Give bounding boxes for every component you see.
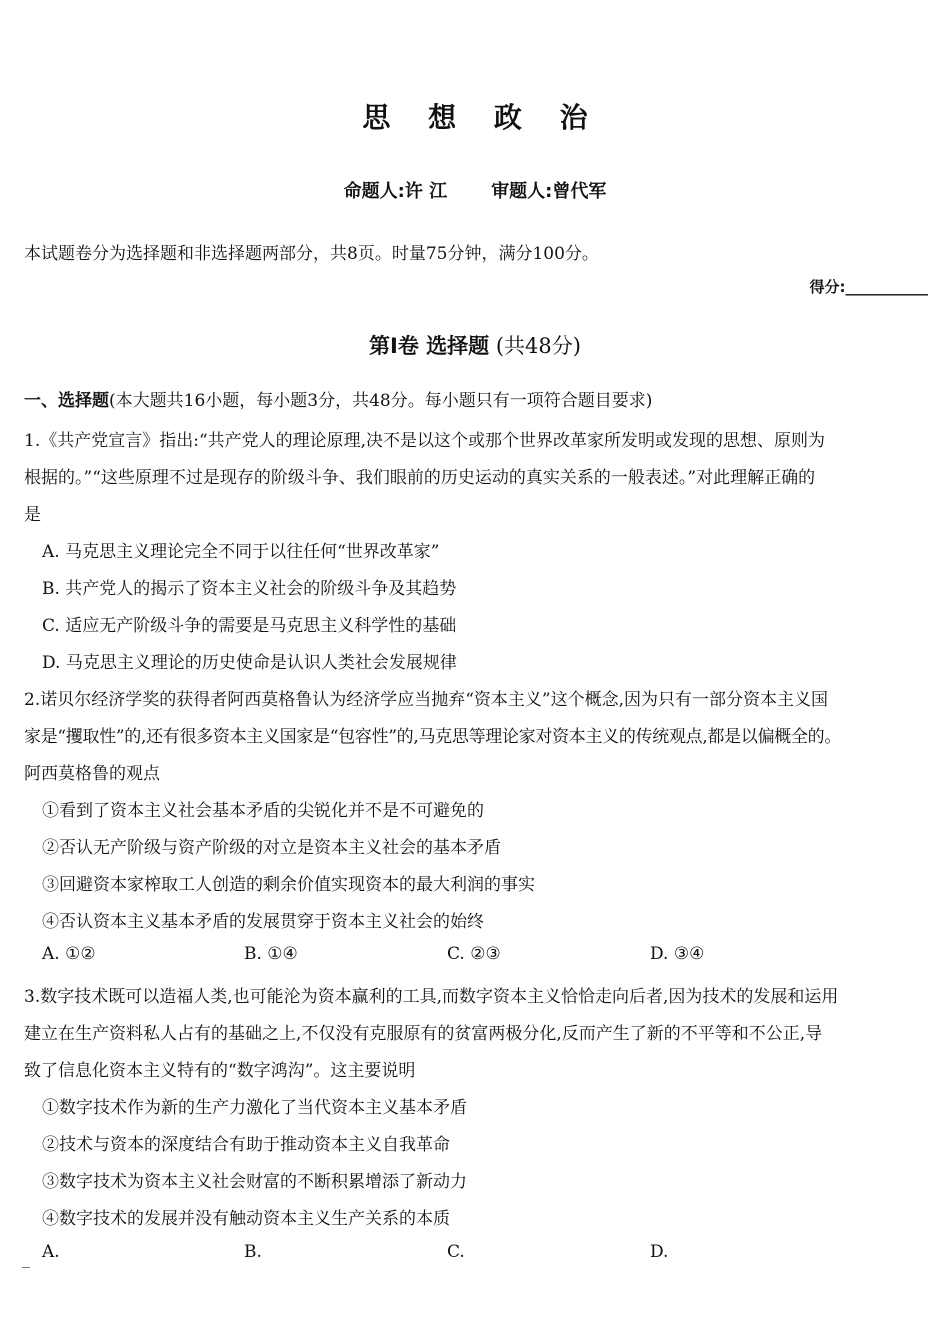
question-2-item-3: ③回避资本家榨取工人创造的剩余价值实现资本的最大利润的事实 <box>42 875 535 895</box>
question-3-item-2: ②技术与资本的深度结合有助于推动资本主义自我革命 <box>42 1135 450 1155</box>
question-1-stem-line: 根据的。”“这些原理不过是现存的阶级斗争、我们眼前的历史运动的真实关系的一般表述。”对此理解正确的 <box>24 468 816 488</box>
score-field: 得分:___________ <box>809 278 928 296</box>
section-title-note: (共48分) <box>489 334 581 358</box>
question-3-option-a: A. <box>42 1242 60 1262</box>
section-title-main: 第Ⅰ卷 选择题 <box>369 334 490 358</box>
question-2-item-1: ①看到了资本主义社会基本矛盾的尖锐化并不是不可避免的 <box>42 801 484 821</box>
question-1-option-c: C. 适应无产阶级斗争的需要是马克思主义科学性的基础 <box>42 616 457 636</box>
question-2-option-d: D. ③④ <box>650 944 705 964</box>
question-1-option-a: A. 马克思主义理论完全不同于以往任何“世界改革家” <box>42 542 440 562</box>
question-2-stem-line: 家是“攫取性”的,还有很多资本主义国家是“包容性”的,马克思等理论家对资本主义的传统观点,都是以偏概全的。 <box>24 727 842 747</box>
question-3-option-c: C. <box>447 1242 465 1262</box>
question-3-item-3: ③数字技术为资本主义社会财富的不断积累增添了新动力 <box>42 1172 467 1192</box>
question-1-option-b: B. 共产党人的揭示了资本主义社会的阶级斗争及其趋势 <box>42 579 457 599</box>
question-2-option-b: B. ①④ <box>244 944 298 964</box>
question-1-option-d: D. 马克思主义理论的历史使命是认识人类社会发展规律 <box>42 653 457 673</box>
question-2-stem-line: 阿西莫格鲁的观点 <box>24 764 160 784</box>
question-3-stem-line: 致了信息化资本主义特有的“数字鸿沟”。这主要说明 <box>24 1061 416 1081</box>
question-3-stem-line: 建立在生产资料私人占有的基础之上,不仅没有克服原有的贫富两极分化,反而产生了新的不平等和不公正,导 <box>24 1024 823 1044</box>
setter-label: 命题人:许 江 <box>343 181 448 202</box>
reviewer-label: 审题人:曾代军 <box>491 181 607 202</box>
footer-mark <box>22 1267 30 1268</box>
question-3-option-b: B. <box>244 1242 262 1262</box>
question-1-stem-line: 是 <box>24 505 41 525</box>
page-title: 思 想 政 治 <box>362 101 602 134</box>
question-2-option-c: C. ②③ <box>447 944 501 964</box>
author-line <box>0 177 950 203</box>
question-3-item-4: ④数字技术的发展并没有触动资本主义生产关系的本质 <box>42 1209 450 1229</box>
question-3-item-1: ①数字技术作为新的生产力激化了当代资本主义基本矛盾 <box>42 1098 467 1118</box>
exam-intro: 本试题卷分为选择题和非选择题两部分，共8页。时量75分钟，满分100分。 <box>24 244 599 264</box>
question-1-stem-line: 1.《共产党宣言》指出:“共产党人的理论原理,决不是以这个或那个世界改革家所发明或发现的思想、原则为 <box>24 431 826 451</box>
question-2-option-a: A. ①② <box>42 944 96 964</box>
question-3-option-d: D. <box>650 1242 669 1262</box>
question-2-item-2: ②否认无产阶级与资产阶级的对立是资本主义社会的基本矛盾 <box>42 838 501 858</box>
question-3-stem-line: 3.数字技术既可以造福人类,也可能沦为资本赢利的工具,而数字资本主义恰恰走向后者,因为技术的发展和运用 <box>24 987 839 1007</box>
part-heading <box>24 386 652 411</box>
question-2-item-4: ④否认资本主义基本矛盾的发展贯穿于资本主义社会的始终 <box>42 912 484 932</box>
part-note: (本大题共16小题，每小题3分，共48分。每小题只有一项符合题目要求) <box>109 391 653 411</box>
question-2-stem-line: 2.诺贝尔经济学奖的获得者阿西莫格鲁认为经济学应当抛弃“资本主义”这个概念,因为只有一部分资本主义国 <box>24 690 829 710</box>
part-label: 一、选择题 <box>24 391 109 411</box>
section-title <box>0 330 950 360</box>
